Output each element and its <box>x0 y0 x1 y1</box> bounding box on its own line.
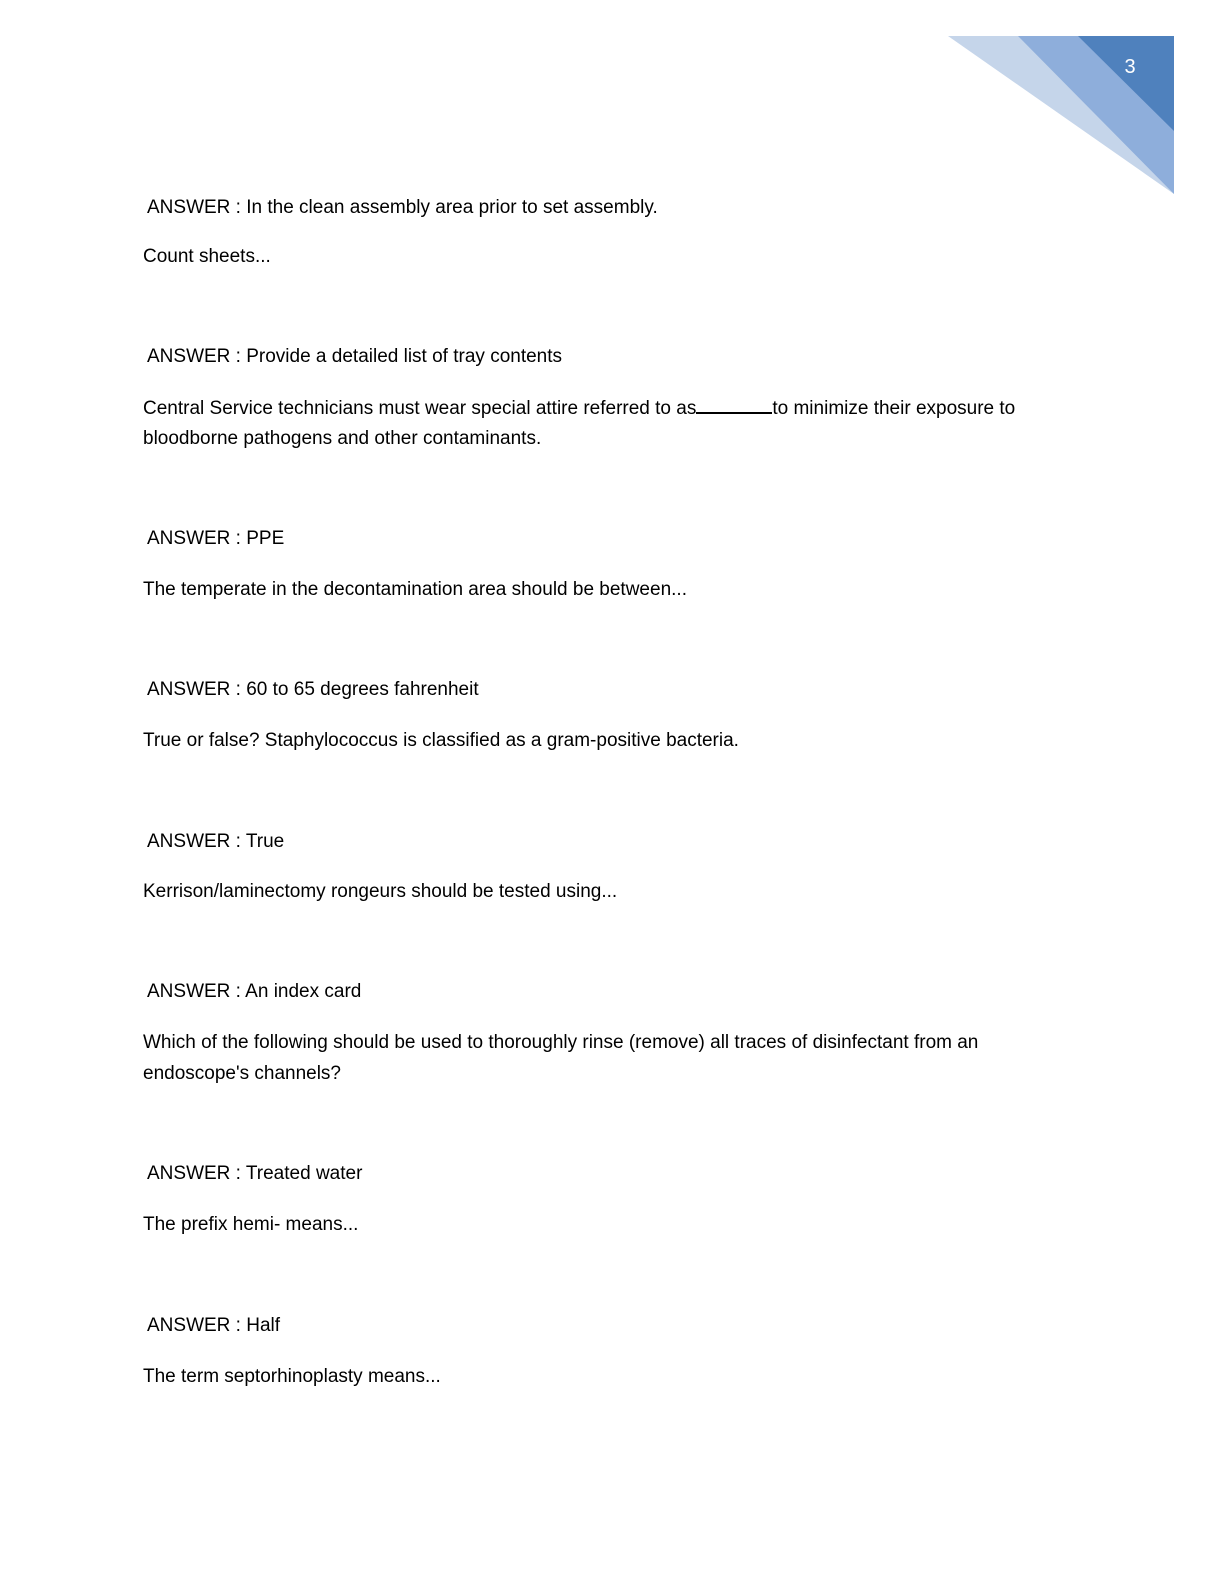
question-3-text-before: Central Service technicians must wear special attire referred to as <box>143 398 697 419</box>
question-9: The term septorhinoplasty means... <box>143 1366 441 1387</box>
question-3 <box>143 394 1103 424</box>
fill-in-blank <box>696 394 772 414</box>
question-8: The prefix hemi- means... <box>143 1214 359 1235</box>
question-2: Count sheets... <box>143 246 271 267</box>
question-7: Which of the following should be used to thoroughly rinse (remove) all traces of disinfectant from an <box>143 1032 979 1053</box>
question-7-line-2: endoscope's channels? <box>143 1063 341 1084</box>
page-number: 3 <box>1124 56 1136 78</box>
answer-5: ANSWER : True <box>147 831 285 852</box>
answer-4: ANSWER : 60 to 65 degrees fahrenheit <box>147 679 479 700</box>
answer-6: ANSWER : An index card <box>147 981 362 1002</box>
answer-8: ANSWER : Half <box>147 1315 281 1336</box>
answer-2: ANSWER : Provide a detailed list of tray contents <box>147 346 563 367</box>
question-3-text-after: to minimize their exposure to <box>772 398 1016 419</box>
question-6: Kerrison/laminectomy rongeurs should be tested using... <box>143 881 618 902</box>
answer-1: ANSWER : In the clean assembly area prior to set assembly. <box>147 197 658 218</box>
question-5: True or false? Staphylococcus is classified as a gram-positive bacteria. <box>143 730 739 751</box>
answer-3: ANSWER : PPE <box>147 528 285 549</box>
question-4: The temperate in the decontamination area should be between... <box>143 579 687 600</box>
question-3-line-2: bloodborne pathogens and other contaminants. <box>143 428 542 449</box>
answer-7: ANSWER : Treated water <box>147 1163 363 1184</box>
